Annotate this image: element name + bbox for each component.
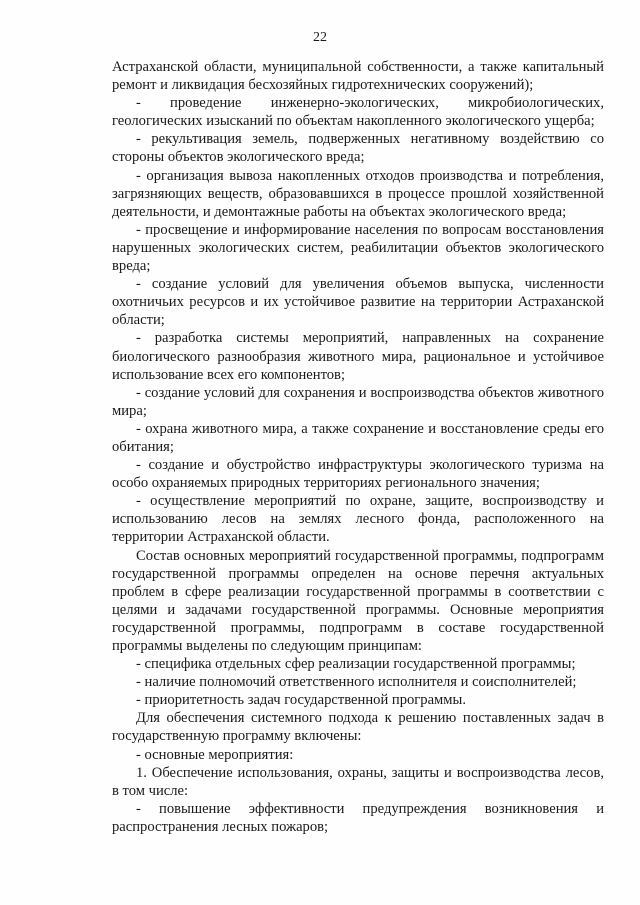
paragraph: 1. Обеспечение использования, охраны, защиты и воспроизводства лесов, в том числе: bbox=[112, 764, 604, 799]
paragraph: - рекультивация земель, подверженных негативному воздействию со стороны объектов экологического вреда; bbox=[112, 131, 604, 166]
paragraph: Астраханской области, муниципальной собственности, а также капитальный ремонт и ликвидация бесхозяйных гидротехнических сооружений); bbox=[112, 59, 604, 94]
paragraph: - проведение инженерно-экологических, микробиологических, геологических изысканий по объектам накопленного экологического ущерба; bbox=[112, 95, 604, 130]
paragraph: - специфика отдельных сфер реализации государственной программы; bbox=[136, 656, 576, 673]
paragraph: - охрана животного мира, а также сохранение и восстановление среды его обитания; bbox=[112, 420, 604, 455]
paragraph: - создание условий для сохранения и воспроизводства объектов животного мира; bbox=[112, 384, 604, 419]
paragraph: - создание и обустройство инфраструктуры экологического туризма на особо охраняемых природных территориях регионального значения; bbox=[112, 457, 604, 492]
paragraph: - основные мероприятия: bbox=[136, 746, 294, 763]
paragraph: - повышение эффективности предупреждения возникновения и распространения лесных пожаров; bbox=[112, 800, 604, 835]
paragraph: - наличие полномочий ответственного исполнителя и соисполнителей; bbox=[136, 674, 577, 691]
paragraph: - приоритетность задач государственной программы. bbox=[136, 692, 466, 709]
paragraph: Состав основных мероприятий государственной программы, подпрограмм государственной программы определен на основе перечня актуальных проблем в сфере реализации государственной программы в соответствии с целями и задачами государственной программы. Основные мероприятия государственной программы, подпрограмм в составе государственной программы выделены по следующим принципам: bbox=[112, 547, 604, 654]
body-text bbox=[112, 58, 604, 836]
paragraph: - организация вывоза накопленных отходов производства и потребления, загрязняющих веществ, образовавшихся в процессе прошлой хозяйственной деятельности, и демонтажные работы на объектах экологического вреда; bbox=[112, 167, 604, 220]
page-number: 22 bbox=[313, 30, 327, 45]
paragraph: Для обеспечения системного подхода к решению поставленных задач в государственную программу включены: bbox=[112, 710, 604, 745]
paragraph: - осуществление мероприятий по охране, защите, воспроизводству и использованию лесов на землях лесного фонда, расположенного на территории Астраханской области. bbox=[112, 493, 604, 546]
paragraph: - разработка системы мероприятий, направленных на сохранение биологического разнообразия животного мира, рациональное и устойчивое использование всех его компонентов; bbox=[112, 330, 604, 383]
paragraph: - создание условий для увеличения объемов выпуска, численности охотничьих ресурсов и их устойчивое развитие на территории Астраханской области; bbox=[112, 276, 604, 329]
paragraph: - просвещение и информирование населения по вопросам восстановления нарушенных экологических систем, реабилитации объектов экологического вреда; bbox=[112, 221, 604, 275]
